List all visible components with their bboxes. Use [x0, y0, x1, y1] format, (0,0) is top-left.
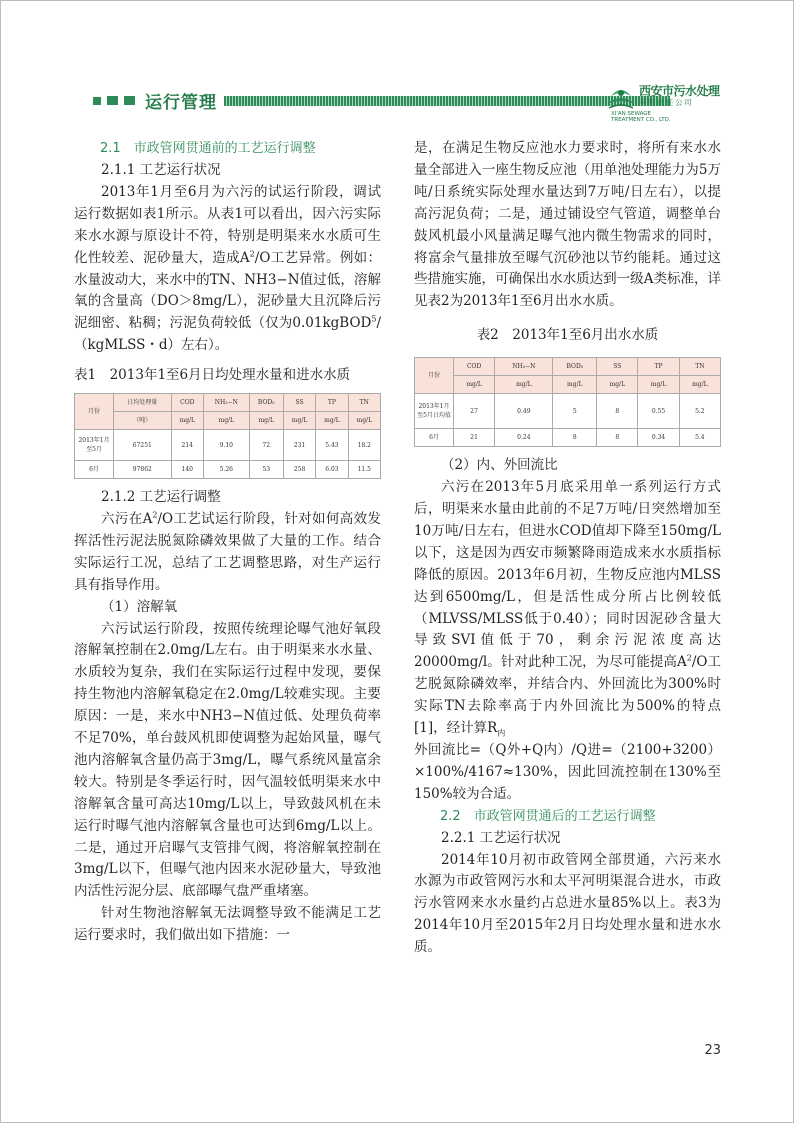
logo-name-en [611, 111, 671, 123]
heading-2-1-1: 2.1.1 工艺运行状况 [101, 162, 221, 178]
table1 [74, 393, 381, 479]
table-cell: 0.24 [495, 429, 553, 447]
header-square-1 [93, 97, 101, 105]
table-cell: 9.10 [203, 430, 249, 461]
text: /O工艺脱氮除磷效率，并结合内、外回流比为300%时实际TN去除率高于内外回流比为500%的特点[1]，经计算R [414, 654, 721, 737]
header-square-3 [124, 96, 135, 105]
table-header: TN [679, 358, 720, 376]
table-unit: mg/L [203, 412, 249, 430]
page-number: 23 [704, 1043, 721, 1058]
logo-en-line2: TREATMENT CO., LTD. [611, 117, 671, 123]
table-cell-month: 6月 [75, 461, 114, 479]
logo-en-line1: XI'AN SEWAGE [611, 111, 652, 117]
company-logo-icon [605, 82, 637, 112]
table-header: COD [454, 358, 495, 376]
table-cell: 67251 [114, 430, 172, 461]
heading-2-2: 2.2 市政管网贯通后的工艺运行调整 [440, 808, 656, 824]
text: 2013年1月至6月为六污的试运行阶段，调试运行数据如表1所示。从表1可以看出，因六污实际来水水源与原设计不符，特别是明渠来水水质可生化性较差、泥砂量大，造成A [74, 183, 381, 266]
superscript: 2 [249, 249, 255, 259]
table-cell: 0.34 [638, 429, 679, 447]
text: /（kgMLSS・d）左右）。 [74, 315, 381, 354]
page-header [93, 80, 790, 126]
table-header: BOD₅ [553, 358, 597, 376]
table-header: NH₃−N [495, 358, 553, 376]
table-cell: 6.03 [316, 461, 348, 479]
table-unit: mg/L [679, 376, 720, 394]
text: /O工艺异常。例如：水量波动大，来水中的TN、NH3−N值过低，溶解氧的含量高（DO＞8mg/L），泥砂量大且沉降后污泥细密、粘稠；污泥负荷较低（仅为0.01kgBOD [74, 249, 381, 332]
table-header: TP [638, 358, 679, 376]
table-row [415, 394, 721, 429]
table-cell: 8 [597, 394, 638, 429]
table-unit: mg/L [249, 412, 283, 430]
table-cell-month: 2013年1月至5月 [75, 430, 114, 461]
table-header: SS [597, 358, 638, 376]
table-cell: 140 [171, 461, 203, 479]
table-cell: 8 [597, 429, 638, 447]
table2 [414, 357, 721, 447]
table-cell: 21 [454, 429, 495, 447]
table-cell: 5.2 [679, 394, 720, 429]
table-cell: 11.5 [348, 461, 380, 479]
table-cell: 0.55 [638, 394, 679, 429]
paragraph-measures-cont: 是，在满足生物反应池水力要求时，将所有来水水量全部进入一座生物反应池（用单池处理能力为5万吨/日系统实际处理水量达到7万吨/日左右），以提高污泥负荷；二是，通过铺设空气管道，调整单台鼓风机最小风量满足曝气池内微生物需求的同时，将富余气量排放至曝气沉砂池以节约能耗。通过这些措施实施，可确保出水水质达到一级A类标准，详见表2为2013年1至6月出水水质。 [414, 140, 721, 310]
paragraph-process-adjust [74, 509, 381, 597]
table-cell: 8 [553, 429, 597, 447]
table-unit: mg/L [553, 376, 597, 394]
text: 六污在2013年5月底采用单一系列运行方式后，明渠来水量由此前的不足7万吨/日突然增加至10万吨/日左右，但进水COD值却下降至150mg/L以下，这是因为西安市频繁降雨造成来水水质指标降低的原因。2013年6月初，生物反应池内MLSS达到6500mg/L，但是活性成分所占比例较低（MLVSS/MLSS低于0.40）；同时因泥砂含量大导致SVI值低于70，剩余污泥浓度高达20000mg/l。针对此种工况，为尽可能提高A [414, 479, 721, 671]
table-cell-month: 2013年1月至5月日均值 [415, 394, 454, 429]
logo-name-cn: 西安市污水处理 [639, 84, 720, 98]
subheading-reflux-ratio: （2）内、外回流比 [441, 457, 558, 474]
table-cell: 72 [249, 430, 283, 461]
table-cell: 97862 [114, 461, 172, 479]
table-cell: 214 [171, 430, 203, 461]
table-header: TP [316, 394, 348, 412]
superscript: 2 [686, 653, 692, 663]
table-unit: mg/L [638, 376, 679, 394]
heading-2-1-2: 2.1.2 工艺运行调整 [101, 489, 221, 506]
subscript: 内 [497, 728, 506, 738]
paragraph-measures: 针对生物池溶解氧无法调整导致不能满足工艺运行要求时，我们做出如下措施：一 [74, 905, 381, 944]
table-unit: mg/L [454, 376, 495, 394]
table-header: SS [283, 394, 315, 412]
paragraph-trial-run [74, 182, 381, 357]
table-header: 月份 [75, 394, 114, 430]
table-header: BOD₅ [249, 394, 283, 412]
table-cell: 231 [283, 430, 315, 461]
paragraph-network-connected: 2014年10月初市政管网全部贯通，六污来水水源为市政管网污水和太平河明渠混合进水，市政污水管网来水水量约占总进水量85%以上。表3为2014年10月至2015年2月日均处理水量和进水水质。 [414, 851, 721, 956]
table-unit: mg/L [171, 412, 203, 430]
right-column [414, 138, 721, 959]
table-unit: （吨） [114, 412, 172, 430]
section-title: 运行管理 [145, 93, 217, 113]
table-cell: 258 [283, 461, 315, 479]
table-cell: 5 [553, 394, 597, 429]
table-cell: 18.2 [348, 430, 380, 461]
table-unit: mg/L [348, 412, 380, 430]
table-cell: 5.4 [679, 429, 720, 447]
paragraph-dissolved-oxygen: 六污试运行阶段，按照传统理论曝气池好氧段溶解氧控制在2.0mg/L左右。由于明渠来水水量、水质较为复杂，我们在实际运行过程中发现，要保持生物池内溶解氧稳定在2.0mg/L较难实现。主要原因：一是，来水中NH3−N值过低、处理负荷率不足70%，单台鼓风机即使调整为起始风量，曝气池内溶解氧含量仍高于3mg/L，曝气系统风量富余较大。特别是冬季运行时，因气温较低明渠来水中溶解氧含量可高达10mg/L以上，导致鼓风机在未运行时曝气池内溶解氧含量也可达到6mg/L以上。二是，通过开启曝气支管排气阀，将溶解氧控制在3mg/L以下，但曝气池内因来水泥砂量大，导致池内活性污泥分层、底部曝气盘严重堵塞。 [74, 620, 381, 900]
header-square-2 [107, 96, 118, 105]
table-cell-month: 6月 [415, 429, 454, 447]
table-row [415, 429, 721, 447]
text: /O工艺试运行阶段，针对如何高效发挥活性污泥法脱氮除磷效果做了大量的工作。结合实际运行工况，总结了工艺调整思路，对生产运行具有指导作用。 [74, 510, 381, 593]
heading-2-1: 2.1 市政管网贯通前的工艺运行调整 [100, 141, 316, 156]
table-cell: 5.26 [203, 461, 249, 479]
logo-subname-cn: 有限责任公司 [639, 98, 693, 107]
table-row [75, 430, 381, 461]
table-unit: mg/L [316, 412, 348, 430]
paragraph-formula: 外回流比=（Q外+Q内）/Q进=（2100+3200）×100%/4167≈130%，因此回流控制在130%至150%较为合适。 [414, 741, 721, 802]
table-unit: mg/L [283, 412, 315, 430]
table-row [75, 461, 381, 479]
table-header: NH₃−N [203, 394, 249, 412]
superscript: 5 [371, 314, 377, 324]
superscript: 2 [152, 510, 158, 520]
table-header: COD [171, 394, 203, 412]
table-cell: 0.49 [495, 394, 553, 429]
left-column [74, 138, 381, 947]
table-unit: mg/L [597, 376, 638, 394]
table-header: TN [348, 394, 380, 412]
heading-2-2-1: 2.2.1 工艺运行状况 [441, 829, 561, 846]
table2-caption: 表2 2013年1至6月出水水质 [476, 327, 659, 344]
table-unit: mg/L [495, 376, 553, 394]
table-cell: 53 [249, 461, 283, 479]
subheading-dissolved-oxygen: （1）溶解氧 [101, 598, 178, 615]
text: 六污在A [101, 510, 153, 527]
paragraph-reflux-ratio [414, 477, 721, 740]
header-bar [224, 96, 670, 106]
table-header: 月份 [415, 358, 454, 394]
table-cell: 27 [454, 394, 495, 429]
table1-caption: 表1 2013年1至6月日均处理水量和进水水质 [74, 367, 351, 384]
table-cell: 5.43 [316, 430, 348, 461]
table-header: 日均处理量 [114, 394, 172, 412]
